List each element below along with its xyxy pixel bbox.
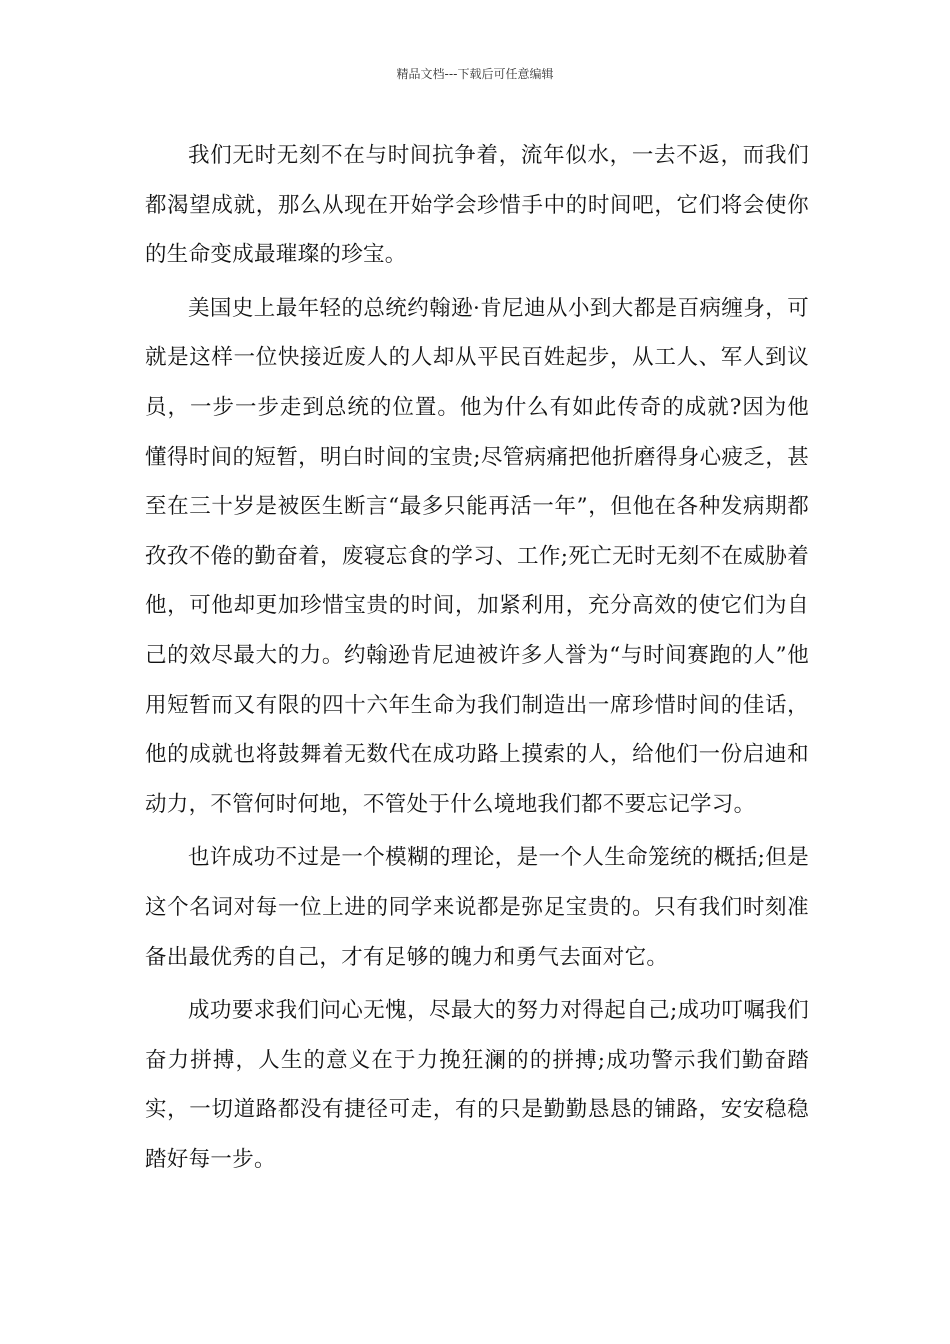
page-header: 精品文档---下载后可任意编辑 xyxy=(396,67,554,81)
paragraph-2: 美国史上最年轻的总统约翰逊·肯尼迪从小到大都是百病缠身，可就是这样一位快接近废人的人却从平民百姓起步，从工人、军人到议员，一步一步走到总统的位置。他为什么有如此传奇的成就?因为他懂得时间的短暂，明白时间的宝贵;尽管病痛把他折磨得身心疲乏，甚至在三十岁是被医生断言“最多只能再活一年”，但他在各种发病期都孜孜不倦的勤奋着，废寝忘食的学习、工作;死亡无时无刻不在威胁着他，可他却更加珍惜宝贵的时间，加紧利用，充分高效的使它们为自己的效尽最大的力。约翰逊肯尼迪被许多人誉为“与时间赛跑的人”他用短暂而又有限的四十六年生命为我们制造出一席珍惜时间的佳话，他的成就也将鼓舞着无数代在成功路上摸索的人，给他们一份启迪和动力，不管何时何地，不管处于什么境地我们都不要忘记学习。 xyxy=(145,295,809,817)
paragraph-1: 我们无时无刻不在与时间抗争着，流年似水，一去不返，而我们都渴望成就，那么从现在开始学会珍惜手中的时间吧，它们将会使你的生命变成最璀璨的珍宝。 xyxy=(145,143,809,268)
document-body xyxy=(145,131,809,1188)
paragraph-4: 成功要求我们问心无愧，尽最大的努力对得起自己;成功叮嘱我们奋力拼搏，人生的意义在于力挽狂澜的的拼搏;成功警示我们勤奋踏实，一切道路都没有捷径可走，有的只是勤勤恳恳的铺路，安安稳稳踏好每一步。 xyxy=(145,998,809,1172)
paragraph-3: 也许成功不过是一个模糊的理论，是一个人生命笼统的概括;但是这个名词对每一位上进的同学来说都是弥足宝贵的。只有我们时刻准备出最优秀的自己，才有足够的魄力和勇气去面对它。 xyxy=(145,845,809,970)
